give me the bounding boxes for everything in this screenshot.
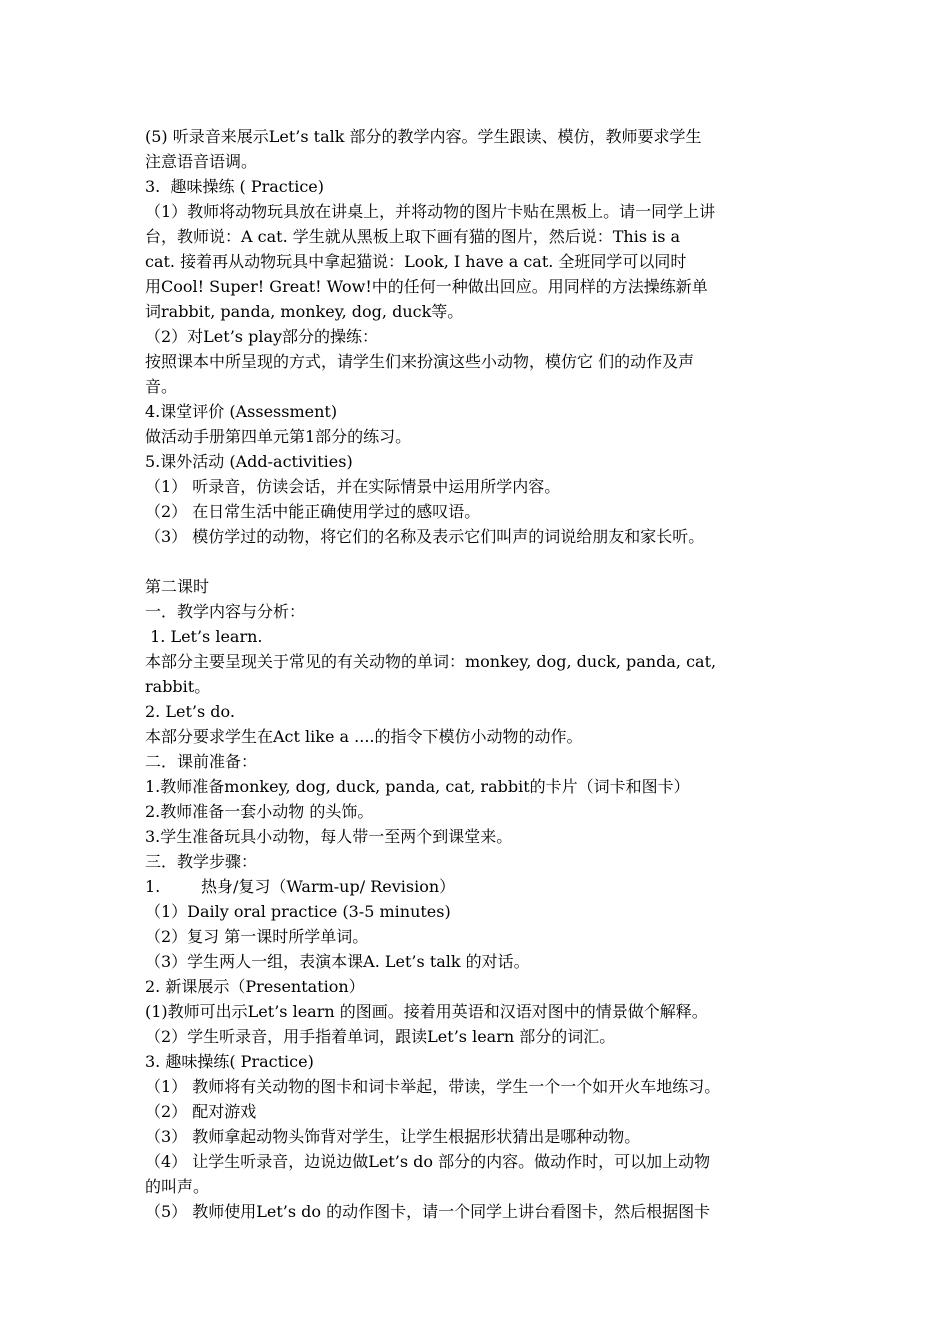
text-line: 本部分要求学生在Act like a ....的指令下模仿小动物的动作。	[145, 727, 583, 746]
text-line: 台，教师说：A cat. 学生就从黑板上取下画有猫的图片，然后说：This is a	[145, 227, 681, 246]
paragraph	[145, 199, 825, 324]
paragraph	[145, 1099, 825, 1124]
text-line: 2.教师准备一套小动物 的头饰。	[145, 802, 374, 821]
paragraph	[145, 724, 825, 749]
paragraph	[145, 549, 825, 574]
paragraph	[145, 1074, 825, 1099]
text-line: （1） 教师将有关动物的图卡和词卡举起，带读，学生一个一个如开火车地练习。	[145, 1077, 721, 1096]
text-line: （2）学生听录音，用手指着单词，跟读Let’s learn 部分的词汇。	[145, 1027, 616, 1046]
paragraph	[145, 474, 825, 499]
paragraph	[145, 524, 825, 549]
text-line: 2. Let’s do.	[145, 702, 235, 721]
text-line	[145, 549, 825, 574]
text-line: （2）对Let’s play部分的操练：	[145, 327, 379, 346]
paragraph	[145, 874, 825, 899]
paragraph	[145, 824, 825, 849]
text-line: (5) 听录音来展示Let’s talk 部分的教学内容。学生跟读、模仿，教师要求学生	[145, 127, 702, 146]
text-line: （3） 模仿学过的动物，将它们的名称及表示它们叫声的词说给朋友和家长听。	[145, 527, 705, 546]
text-line: （4） 让学生听录音，边说边做Let’s do 部分的内容。做动作时，可以加上动物	[145, 1152, 711, 1171]
paragraph	[145, 1049, 825, 1074]
paragraph	[145, 1149, 825, 1199]
paragraph	[145, 624, 825, 649]
paragraph	[145, 699, 825, 724]
text-line: 第二课时	[145, 577, 210, 596]
paragraph	[145, 574, 825, 599]
text-line: （5） 教师使用Let’s do 的动作图卡，请一个同学上讲台看图卡，然后根据图卡	[145, 1202, 711, 1221]
text-line: （2） 配对游戏	[145, 1102, 257, 1121]
text-line: 二．课前准备：	[145, 752, 258, 771]
paragraph	[145, 399, 825, 424]
text-line: 1.教师准备monkey, dog, duck, panda, cat, rabbit的卡片（词卡和图卡）	[145, 777, 690, 796]
paragraph	[145, 749, 825, 774]
text-line: （2） 在日常生活中能正确使用学过的感叹语。	[145, 502, 481, 521]
text-line: 一．教学内容与分析：	[145, 602, 306, 621]
text-line: 用Cool! Super! Great! Wow!中的任何一种做出回应。用同样的方法操练新单	[145, 277, 708, 296]
text-line: 5.课外活动 (Add-activities)	[145, 452, 353, 471]
text-line: rabbit。	[145, 677, 211, 696]
paragraph	[145, 649, 825, 699]
text-line: 1. 热身/复习（Warm-up/ Revision）	[145, 877, 456, 896]
text-line: 三．教学步骤：	[145, 852, 258, 871]
text-line: 按照课本中所呈现的方式，请学生们来扮演这些小动物，模仿它 们的动作及声	[145, 352, 695, 371]
text-line: （3） 教师拿起动物头饰背对学生，让学生根据形状猜出是哪种动物。	[145, 1127, 641, 1146]
text-line: 做活动手册第四单元第1部分的练习。	[145, 427, 412, 446]
text-line: （1） 听录音，仿读会话，并在实际情景中运用所学内容。	[145, 477, 561, 496]
paragraph	[145, 599, 825, 624]
paragraph	[145, 799, 825, 824]
paragraph	[145, 974, 825, 999]
text-line: cat. 接着再从动物玩具中拿起猫说：Look, I have a cat. 全班同学可以同时	[145, 252, 687, 271]
paragraph	[145, 324, 825, 349]
paragraph	[145, 1024, 825, 1049]
text-line: 3. 趣味操练( Practice)	[145, 1052, 314, 1071]
paragraph	[145, 1124, 825, 1149]
text-line: 词rabbit, panda, monkey, dog, duck等。	[145, 302, 464, 321]
text-line: 本部分主要呈现关于常见的有关动物的单词：monkey, dog, duck, panda, cat,	[145, 652, 717, 671]
text-line: 注意语音语调。	[145, 152, 258, 171]
paragraph	[145, 424, 825, 449]
text-line: 1. Let’s learn.	[145, 627, 263, 646]
text-line: （1）Daily oral practice (3-5 minutes)	[145, 902, 451, 921]
paragraph	[145, 449, 825, 474]
text-line: （3）学生两人一组，表演本课A. Let’s talk 的对话。	[145, 952, 530, 971]
text-line: 4.课堂评价 (Assessment)	[145, 402, 338, 421]
paragraph	[145, 1199, 825, 1224]
text-line: 2. 新课展示（Presentation）	[145, 977, 365, 996]
text-line: （1）教师将动物玩具放在讲桌上，并将动物的图片卡贴在黑板上。请一同学上讲	[145, 202, 716, 221]
document-body	[145, 124, 825, 1224]
paragraph	[145, 899, 825, 924]
paragraph	[145, 999, 825, 1024]
paragraph	[145, 774, 825, 799]
text-line: 3.学生准备玩具小动物，每人带一至两个到课堂来。	[145, 827, 513, 846]
paragraph	[145, 849, 825, 874]
paragraph	[145, 499, 825, 524]
paragraph	[145, 924, 825, 949]
paragraph	[145, 349, 825, 399]
text-line: 音。	[145, 377, 178, 396]
paragraph	[145, 124, 825, 174]
text-line: 3. 趣味操练 ( Practice)	[145, 177, 324, 196]
text-line: （2）复习 第一课时所学单词。	[145, 927, 369, 946]
paragraph	[145, 174, 825, 199]
text-line: (1)教师可出示Let’s learn 的图画。接着用英语和汉语对图中的情景做个解释。	[145, 1002, 708, 1021]
paragraph	[145, 949, 825, 974]
text-line: 的叫声。	[145, 1177, 210, 1196]
